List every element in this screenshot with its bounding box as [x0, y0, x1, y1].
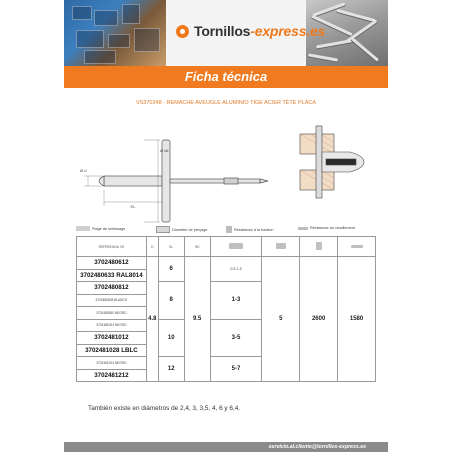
- reference-cell: 3702481028 LBLC: [77, 344, 147, 357]
- header-photo-tools: [64, 0, 166, 66]
- traction-icon: [226, 226, 232, 233]
- footer-bar: [64, 442, 388, 452]
- rivet-installed-section: [300, 126, 364, 198]
- header: [64, 0, 388, 66]
- grip-cell: 3-5: [210, 319, 262, 357]
- el-cell: 12: [158, 357, 184, 382]
- rivet-mandrel: [170, 179, 260, 183]
- installed-head: [316, 126, 322, 198]
- logo-icon: [176, 25, 189, 38]
- header-diameter: D: [146, 237, 158, 257]
- shear-icon: [351, 245, 363, 248]
- diameter-cell: 4.8: [146, 257, 158, 382]
- table-header-row: [77, 237, 376, 257]
- label-el: EL: [130, 204, 136, 209]
- mandrel-break: [224, 178, 238, 184]
- head-cell: 9.5: [184, 257, 210, 382]
- brand-suffix: -express.es: [250, 23, 326, 39]
- reference-cell: 3702480830 NEGRO: [77, 307, 147, 320]
- rivet-body: [104, 176, 162, 186]
- reference-cell: 3702480633 RAL8014: [77, 269, 147, 282]
- reference-cell: 3702481212: [77, 369, 147, 382]
- table-row: [77, 257, 376, 270]
- header-traction: [300, 237, 338, 257]
- grip-cell: 1-3: [210, 282, 262, 320]
- page-title: Ficha técnica: [184, 69, 268, 84]
- brand-logo[interactable]: [176, 23, 325, 39]
- contact-email-link[interactable]: servicio.al.cliente@tornillos-express.es: [268, 444, 366, 450]
- mandrel-tip: [260, 179, 268, 183]
- drill-icon: [276, 243, 286, 249]
- header-el: EL: [158, 237, 184, 257]
- rivet-side-view: [99, 140, 268, 222]
- product-subtitle: VS370248 - REMACHE AVEUGLE ALUMINIO TIGE ACIER TÊTE PLACA: [135, 100, 317, 106]
- header-head: HD: [184, 237, 210, 257]
- rivet-technical-drawing: [64, 112, 388, 237]
- title-banner: [64, 66, 388, 88]
- grip-icon: [229, 243, 243, 249]
- reference-cell: 3702481004 NEGRO: [77, 319, 147, 332]
- legend-drill: Diamètre de perçage: [156, 226, 207, 233]
- traction-icon: [316, 242, 322, 250]
- drill-cell: 5: [262, 257, 300, 382]
- availability-note: También existe en diámetros de 2,4, 3, 3,5, 4, 6 y 6,4.: [88, 405, 241, 412]
- reference-cell: 3702481204 NEGRO: [77, 357, 147, 370]
- header-shear: [338, 237, 376, 257]
- shear-icon: [298, 227, 308, 230]
- brand-prefix: Tornillos: [194, 23, 251, 39]
- traction-cell: 2600: [300, 257, 338, 382]
- grip-cell: 5-7: [210, 357, 262, 382]
- header-reference: REFERENCIA VS: [77, 237, 147, 257]
- legend-grip: Plage de sertissage: [76, 226, 125, 231]
- spec-table: [76, 236, 376, 382]
- grip-cell: 0.5-1.5: [210, 257, 262, 282]
- header-drill: [262, 237, 300, 257]
- legend-shear: Résistance au cisaillement: [298, 226, 355, 230]
- el-cell: 6: [158, 257, 184, 282]
- header-grip: [210, 237, 262, 257]
- reference-cell: 3702480812: [77, 282, 147, 295]
- shear-cell: 1580: [338, 257, 376, 382]
- el-cell: 8: [158, 282, 184, 320]
- grip-icon: [76, 226, 90, 231]
- installed-mandrel: [326, 159, 356, 165]
- reference-cell: 3702480612: [77, 257, 147, 270]
- rivet-body-end: [99, 176, 104, 186]
- legend: [76, 226, 376, 236]
- drill-icon: [156, 226, 170, 233]
- label-dk: Ø dk: [160, 148, 169, 153]
- label-d: Ø d: [80, 168, 87, 173]
- legend-traction: Résistance à la traction: [226, 226, 273, 233]
- reference-cell: 3702481012: [77, 332, 147, 345]
- el-cell: 10: [158, 319, 184, 357]
- reference-cell: 3702480828 BLANCO: [77, 294, 147, 307]
